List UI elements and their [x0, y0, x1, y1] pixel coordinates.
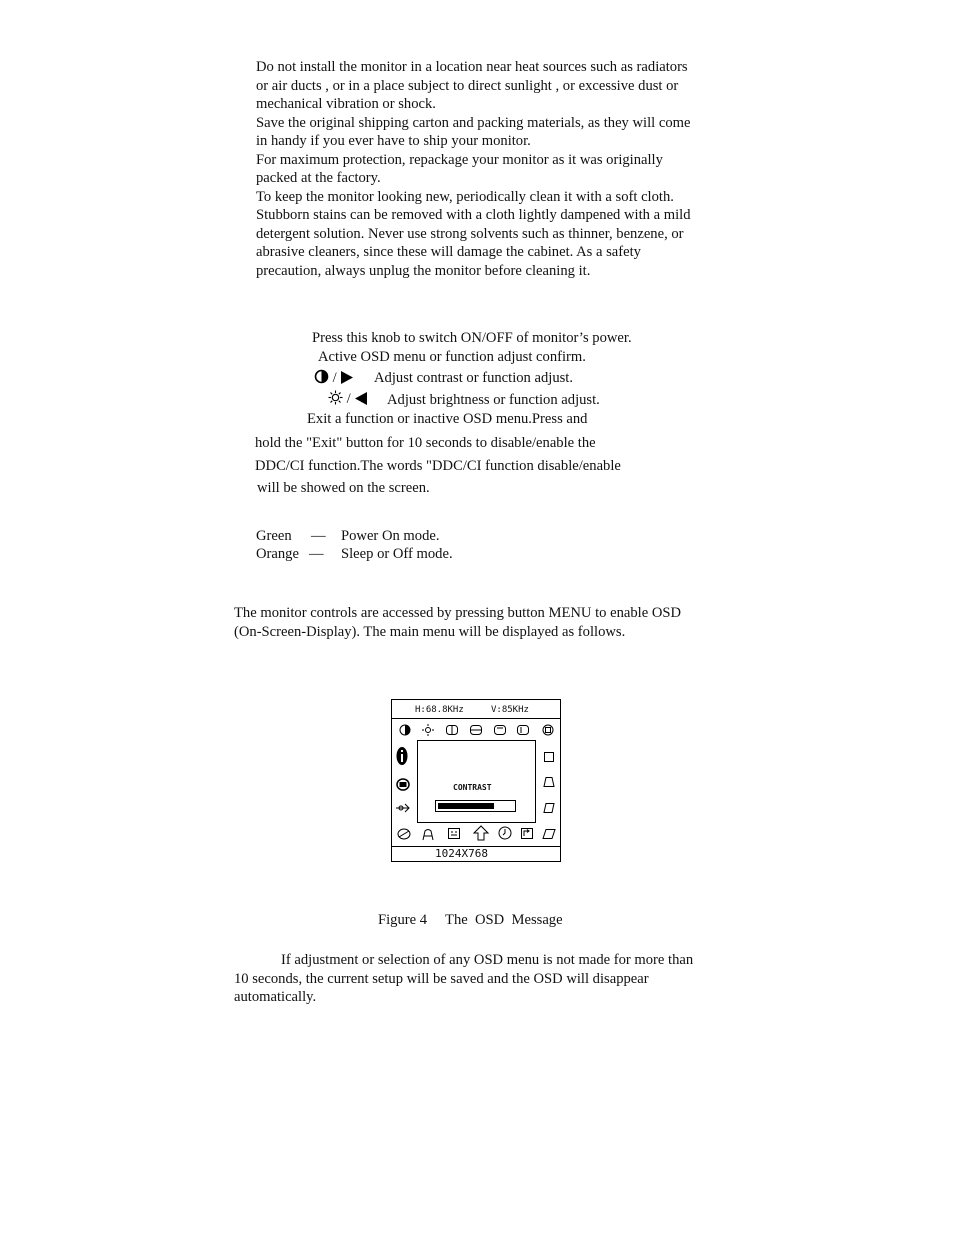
led-green-desc: Power On mode.	[341, 528, 440, 544]
led-green-label: Green	[256, 528, 292, 544]
osd-color-icon	[397, 828, 411, 840]
osd-intro-paragraph	[234, 604, 681, 641]
text-line: or air ducts , or in a place subject to direct sunlight , or excessive dust or	[256, 77, 679, 94]
exit-control-desc-4: will be showed on the screen.	[257, 480, 430, 496]
text-line: (On-Screen-Display). The main menu will be displayed as follows.	[234, 623, 626, 640]
led-orange-dash: —	[309, 546, 324, 562]
osd-exit-arrow-icon	[473, 825, 489, 841]
osd-parallelogram-icon	[543, 802, 555, 814]
osd-clock-icon	[498, 826, 512, 840]
osd-brightness-icon	[422, 724, 434, 736]
text-line: detergent solution. Never use strong solvents such as thinner, benzene, or	[256, 225, 684, 242]
osd-input-icon	[395, 802, 411, 814]
slash: /	[332, 370, 337, 386]
text-line: Save the original shipping carton and packing materials, as they will come	[256, 114, 691, 131]
led-orange-desc: Sleep or Off mode.	[341, 546, 453, 562]
text-line: Stubborn stains can be removed with a cloth lightly dampened with a mild	[256, 207, 691, 223]
contrast-control-row	[314, 369, 354, 388]
osd-zoom-icon	[541, 724, 555, 736]
text-line: automatically.	[234, 989, 317, 1005]
text-line: The monitor controls are accessed by pressing button MENU to enable OSD	[234, 605, 682, 621]
osd-level-fill	[438, 803, 494, 809]
text-line: For maximum protection, repackage your monitor as it was originally	[256, 151, 663, 168]
exit-control-desc-3: DDC/CI function.The words "DDC/CI function disable/enable	[255, 458, 621, 474]
osd-contrast-icon	[399, 724, 411, 736]
text-line: 10 seconds, the current setup will be saved and the OSD will disappear	[234, 970, 649, 987]
slash: /	[346, 391, 351, 407]
osd-recall-icon	[396, 778, 410, 791]
osd-v-size-icon	[516, 724, 530, 736]
led-orange-label: Orange	[256, 546, 299, 562]
osd-trapezoid-icon	[543, 776, 555, 788]
closing-paragraph	[234, 951, 693, 1007]
osd-contrast-label: CONTRAST	[453, 783, 492, 792]
osd-moire-icon	[447, 827, 461, 840]
osd-v-frequency: V:85KHz	[491, 705, 529, 715]
osd-degauss-icon	[421, 828, 435, 841]
osd-h-size-icon	[493, 724, 507, 736]
osd-pincushion-icon	[543, 751, 555, 763]
text-line: packed at the factory.	[256, 170, 381, 186]
osd-v-position-icon	[469, 724, 483, 736]
brightness-control-row	[328, 390, 368, 409]
led-green-dash: —	[311, 528, 326, 544]
left-triangle-icon	[354, 392, 368, 405]
brightness-icon	[328, 390, 343, 405]
menu-control-desc: Active OSD menu or function adjust confirm.	[318, 349, 586, 365]
exit-control-desc-2: hold the "Exit" button for 10 seconds to disable/enable the	[255, 435, 596, 451]
osd-h-frequency: H:68.8KHz	[415, 705, 464, 715]
osd-h-position-icon	[445, 724, 459, 736]
text-line: abrasive cleaners, since these will damage the cabinet. As a safety	[256, 244, 641, 260]
text-line: To keep the monitor looking new, periodically clean it with a soft cloth.	[256, 188, 674, 205]
power-control-desc: Press this knob to switch ON/OFF of monitor’s power.	[312, 330, 632, 346]
osd-tilt-icon	[542, 828, 556, 840]
exit-control-desc-1: Exit a function or inactive OSD menu.Press and	[307, 411, 588, 427]
contrast-control-desc: Adjust contrast or function adjust.	[374, 370, 574, 386]
text-line: precaution, always unplug the monitor before cleaning it.	[256, 262, 591, 279]
text-line: mechanical vibration or shock.	[256, 96, 436, 112]
osd-rotation-icon	[520, 827, 534, 840]
osd-resolution: 1024X768	[435, 847, 488, 860]
brightness-control-desc: Adjust brightness or function adjust.	[387, 392, 600, 408]
osd-info-icon	[396, 746, 408, 766]
text-line: If adjustment or selection of any OSD menu is not made for more than	[281, 952, 694, 968]
contrast-icon	[314, 369, 329, 384]
right-triangle-icon	[340, 371, 354, 384]
osd-menu-figure	[391, 699, 561, 862]
osd-level-bar	[435, 800, 516, 812]
precautions-paragraph	[256, 58, 691, 280]
text-line: in handy if you ever have to ship your monitor.	[256, 133, 531, 149]
figure-caption: Figure 4 The OSD Message	[378, 912, 563, 928]
text-line: Do not install the monitor in a location near heat sources such as radiators	[256, 59, 688, 75]
